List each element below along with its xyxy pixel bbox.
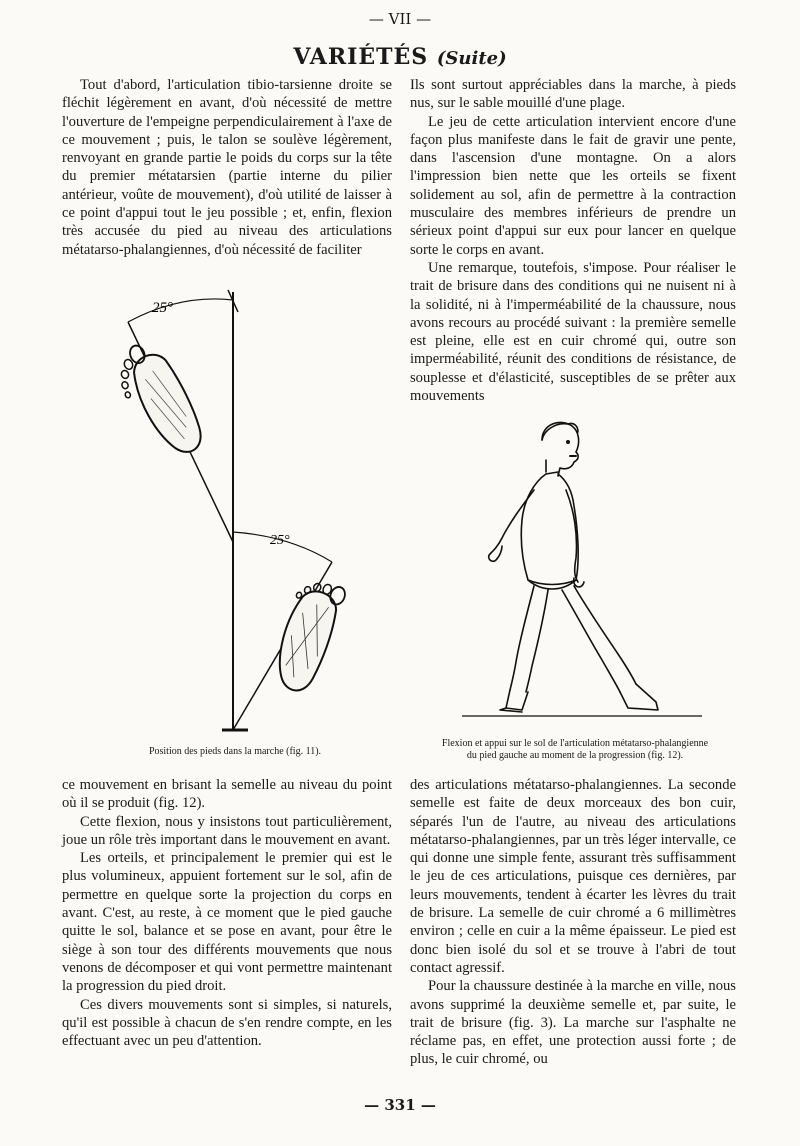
column-right-bottom	[410, 776, 736, 1069]
back-boot	[506, 690, 528, 710]
column-left-bottom	[62, 776, 392, 1050]
paragraph: Une remarque, toutefois, s'impose. Pour réaliser le trait de brisure dans des conditions qui ne nuisent ni à la solidité, ni à l'imperméabilité de la chaussure, nous avons recours au procédé suivant : la première semelle est pleine, elle est en cuir chromé qui, outre son imperméabilité, réunit des conditions de résistance, de souplesse et d'élasticité, susceptibles de se prêter aux mouvements	[410, 259, 736, 405]
paragraph: Ces divers mouvements sont si simples, si naturels, qu'il est possible à chacun de s'en rendre compte, en les effectuant avec un peu d'attention.	[62, 996, 392, 1050]
section-heading	[0, 44, 800, 70]
paragraph: ce mouvement en brisant la semelle au niveau du point où il se produit (fig. 12).	[62, 777, 392, 812]
section-title: VARIÉTÉS	[293, 44, 429, 70]
front-boot	[620, 684, 658, 710]
front-leg	[562, 590, 620, 692]
figure-right-caption	[412, 738, 738, 762]
paragraph: Cette flexion, nous y insistons tout particulièrement, joue un rôle très important dans le mouvement en avant.	[62, 813, 392, 848]
paragraph: Ils sont surtout appréciables dans la marche, à pieds nus, sur le sable mouillé d'une plage.	[410, 77, 736, 112]
page-number: — 331 —	[364, 1096, 436, 1114]
paragraph: des articulations métatarso-phalangiennes. La seconde semelle est faite de deux morceaux des bon cuir, séparés l'un de l'autre, au niveau des articulations métatarso-phalangiennes, par un très léger intervalle, ce qui donne une simple fente, assurant très suffisamment le jeu de ces articulations, puisque ces dernières, par leurs mouvements, tendent à écarter les lèvres du trait de brisure. La semelle de cuir chromé a 6 millimètres environ ; celle en cuir a la même épaisseur. Le pied est donc bien isolé du sol et se trouve à l'abri de tout contact agressif.	[410, 777, 736, 976]
paragraph: Tout d'abord, l'articulation tibio-tarsienne droite se fléchit légèrement en avant, d'où nécessité de mettre l'ouverture de l'empeigne perpendiculairement à l'axe de ce mouvement ; puis, le talon se soulève légèrement, renvoyant en grande partie le poids du corps sur la tête du premier métatarsien (partie interne du pilier antérieur, voûte de mouvement), d'où utilité de laisser à ce point d'appui tout le jeu possible ; et, enfin, flexion très accusée du pied au niveau des articulations métatarso-phalangiennes, d'où nécessité de faciliter	[62, 77, 392, 258]
page-roman-numeral: — VII —	[368, 10, 432, 28]
figure-left-caption: Position des pieds dans la marche (fig. 11).	[148, 746, 322, 757]
angle-label-bottom: 25°	[270, 533, 290, 548]
front-arm	[566, 490, 578, 582]
column-right-top	[410, 76, 736, 405]
caption-line-2: du pied gauche au moment de la progression (fig. 12).	[466, 750, 684, 761]
figure-walking-man	[462, 410, 702, 730]
column-left-top	[62, 76, 392, 259]
paragraph: Pour la chaussure destinée à la marche en ville, nous avons supprimé la deuxième semelle et, par suite, le trait de brisure (fig. 3). La marche sur l'asphalte ne réclame pas, en effet, une protection aussi forte ; de plus, le cuir chromé, ou	[410, 978, 736, 1068]
caption-line-1: Flexion et appui sur le sol de l'articulation métatarso-phalangienne	[441, 738, 709, 749]
right-foot-print	[263, 573, 350, 696]
paragraph: Les orteils, et principalement le premier qui est le plus volumineux, appuient fortement sur le sol, afin de permettre en quelque sorte la projection du corps en avant. C'est, au reste, à ce moment que le pied gauche quitte le sol, balance et se pose en avant, pour être le siège à son tour des différents mouvements que nous venons de décomposer et qui vont permettre maintenant la progression du pied droit.	[62, 850, 392, 995]
section-subtitle: (Suite)	[436, 48, 507, 69]
upper-angle-arc	[128, 299, 233, 322]
torso-outline	[521, 474, 578, 585]
angle-label-top: 25°	[152, 300, 173, 316]
back-arm	[490, 490, 534, 554]
paragraph: Le jeu de cette articulation intervient encore d'une façon plus manifeste dans le fait de gravir une pente, dans l'ascension d'une montagne. On a alors l'impression bien nette que les orteils se fixent solidement au sol, afin de permettre à la contraction musculaire des membres inférieurs de prendre un sérieux point d'appui sur eux pour lancer en quelque sorte le corps en avant.	[410, 113, 736, 258]
figure-feet-positions	[100, 282, 370, 742]
left-foot-print	[109, 334, 207, 466]
